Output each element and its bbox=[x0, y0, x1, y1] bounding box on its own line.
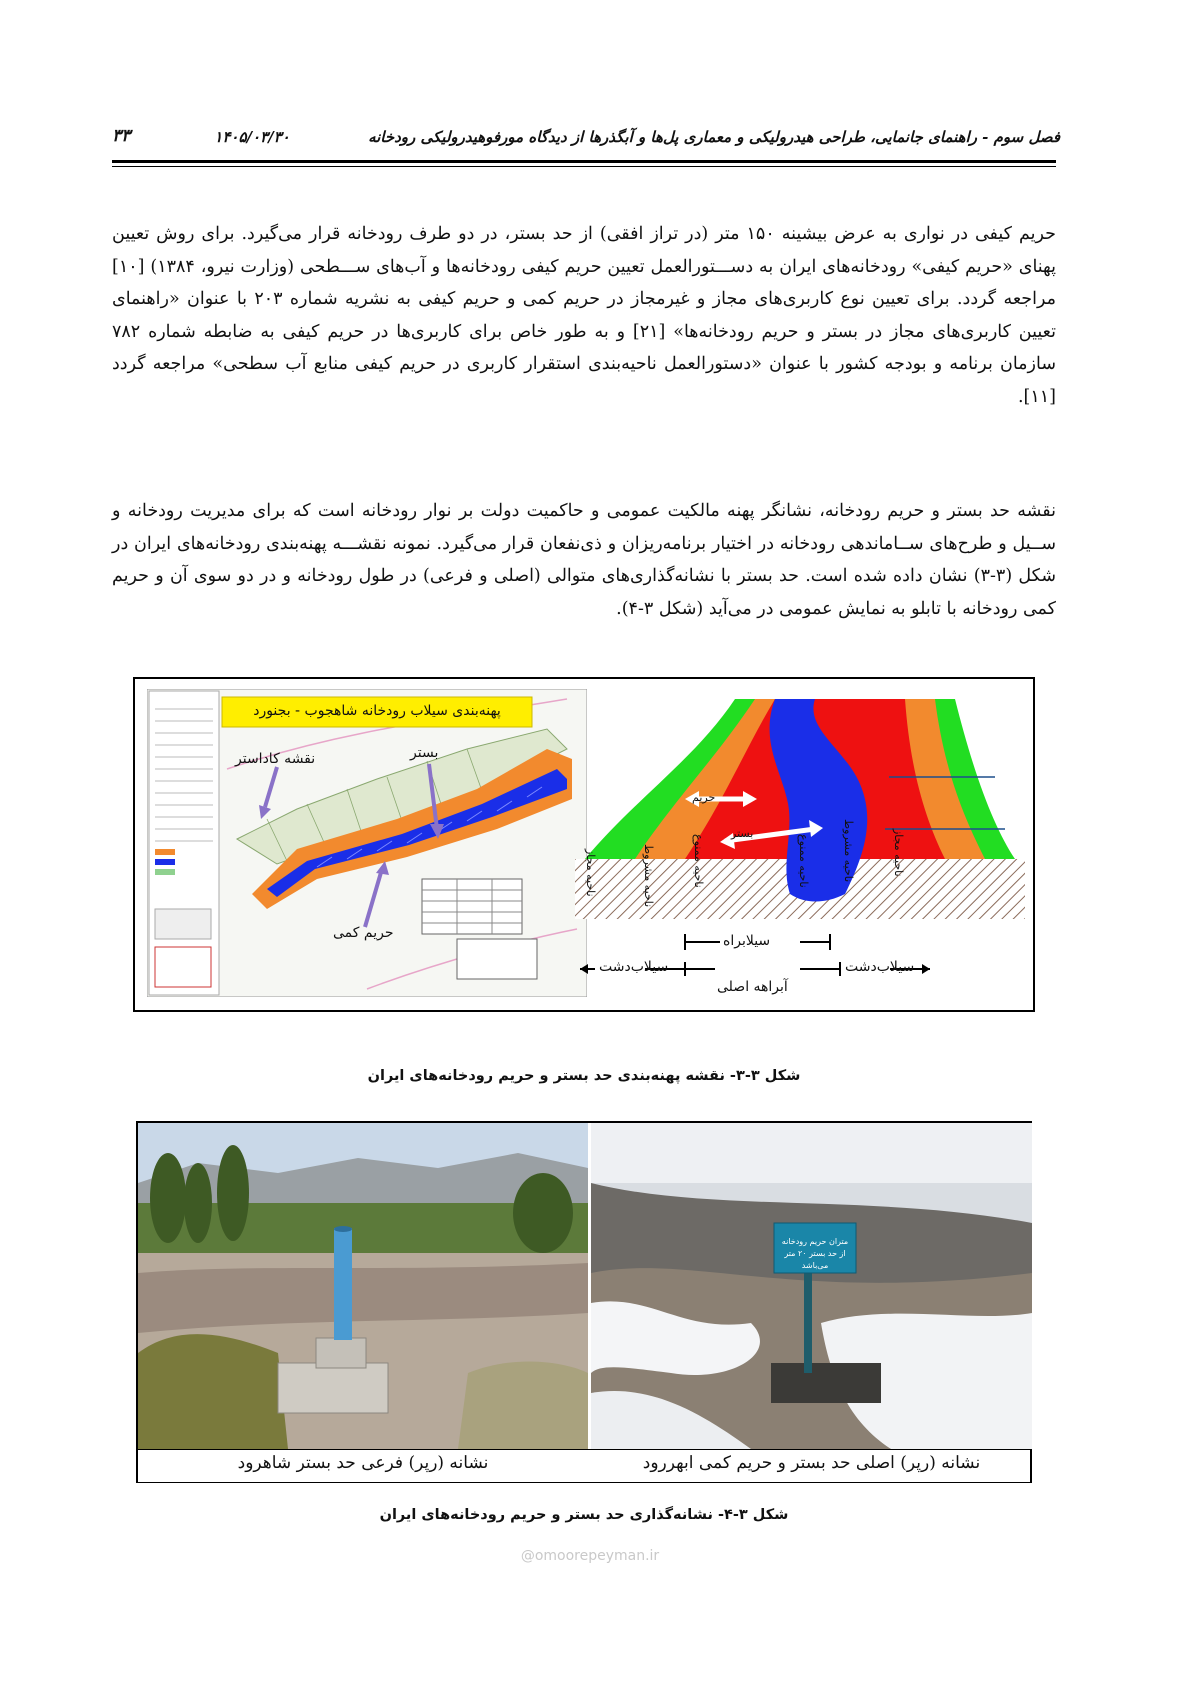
running-header-date: ۱۴۰۵/۰۳/۳۰ bbox=[214, 128, 290, 146]
label-zone-conditional-right: ناحیه مشروط bbox=[842, 819, 855, 883]
photo-shahrood-marker bbox=[138, 1123, 588, 1449]
label-harim: حریم bbox=[692, 791, 716, 804]
site-watermark: @omoorepeyman.ir bbox=[520, 1548, 660, 1564]
photo-abharrood-marker bbox=[591, 1123, 1032, 1449]
label-zone-conditional-left: ناحیه مشروط bbox=[642, 844, 655, 908]
label-floodplain-right: سیلاب‌دشت bbox=[845, 959, 915, 975]
label-zone-allowed-left: ناحیه مجاز bbox=[584, 849, 597, 897]
header-rule-thin bbox=[112, 166, 1056, 167]
map-title: پهنه‌بندی سیلاب رودخانه شاهجوب - بجنورد bbox=[253, 703, 501, 719]
label-bastar: بستر bbox=[731, 827, 754, 840]
label-main-channel: آبراهه اصلی bbox=[717, 979, 788, 995]
floodplain-map-image bbox=[147, 689, 587, 997]
paragraph-quality-buffer: حریم کیفی در نواری به عرض بیشینه ۱۵۰ متر (در تراز افقی) از حد بستر، در دو طرف رودخانه قرار می‌گیرد. برای روش تعیین پهنای «حریم کیفی» رودخانه‌های ایران به دســـتورالعمل تعیین حریم کیفی رودخانه‌ها و آب‌های ســـطحی (وزارت نیرو، ۱۳۸۴) [۱۰] مراجعه گردد. برای تعیین نوع کاربری‌های مجاز و غیرمجاز در حریم کمی و حریم کیفی به نشریه شماره ۲۰۳ با عنوان «راهنمای تعیین کاربری‌های مجاز در بستر و حریم رودخانه‌ها» [۲۱] و به طور خاص برای کاربری‌ها در حریم کیفی به ضابطه شماره ۷۸۲ سازمان برنامه و بودجه کشور با عنوان «دستورالعمل ناحیه‌بندی استقرار کاربری در حریم کیفی منابع آب سطحی» مراجعه گردد [۱۱]. bbox=[112, 224, 1056, 407]
paragraph-river-map: نقشه حد بستر و حریم رودخانه، نشانگر پهنه مالکیت عمومی و حاکمیت دولت بر نوار رودخانه است که برای مدیریت رودخانه و ســیل و طرح‌های ســاماندهی رودخانه در اختیار برنامه‌ریزان و ذی‌نفعان قرار می‌گیرد. نمونه نقشـــه پهنه‌بندی رودخانه‌های ایران در شکل (۳-۳) نشان داده شده است. حد بستر با نشانه‌گذاری‌های متوالی (اصلی و فرعی) در طول رودخانه و در دو سوی آن و حریم کمی رودخانه با تابلو به نمایش عمومی در می‌آید (شکل ۳-۴). bbox=[112, 501, 1056, 619]
figure-zoning-map bbox=[133, 677, 1035, 1012]
right-photo-caption: نشانه (رپر) اصلی حد بستر و حریم کمی ابهررود bbox=[642, 1453, 981, 1473]
river-sign-text: متران حریم رودخانه از حد بستر ۲۰ متر می‌باشد bbox=[781, 1237, 849, 1270]
label-bed: بستر bbox=[410, 745, 439, 761]
header-rule-thick bbox=[112, 160, 1056, 163]
running-header-title: فصل سوم - راهنمای جانمایی، طراحی هیدرولیکی و معماری پل‌ها و آبگذرها از دیدگاه مورفوهیدرولیکی رودخانه bbox=[368, 128, 1060, 146]
left-photo-caption: نشانه (رپر) فرعی حد بستر شاهرود bbox=[237, 1453, 489, 1473]
page-number: ۳۳ bbox=[112, 126, 131, 146]
label-floodplain-left: سیلاب‌دشت bbox=[599, 959, 669, 975]
figure1-caption: شکل ۳-۳- نقشه پهنه‌بندی حد بستر و حریم رودخانه‌های ایران bbox=[367, 1068, 801, 1084]
label-quantity-buffer: حریم کمی bbox=[333, 925, 394, 941]
label-zone-forbidden-left: ناحیه ممنوع bbox=[692, 834, 705, 888]
label-floodway: سیلابراه bbox=[723, 933, 771, 949]
figure2-caption: شکل ۳-۴- نشانه‌گذاری حد بستر و حریم رودخانه‌های ایران bbox=[379, 1507, 789, 1523]
label-zone-forbidden-right: ناحیه ممنوع bbox=[797, 834, 810, 888]
figure-marker-photos bbox=[136, 1121, 1032, 1483]
label-cadastre: نقشه کاداستر bbox=[235, 751, 316, 767]
label-zone-allowed-right: ناحیه مجاز bbox=[892, 829, 905, 877]
